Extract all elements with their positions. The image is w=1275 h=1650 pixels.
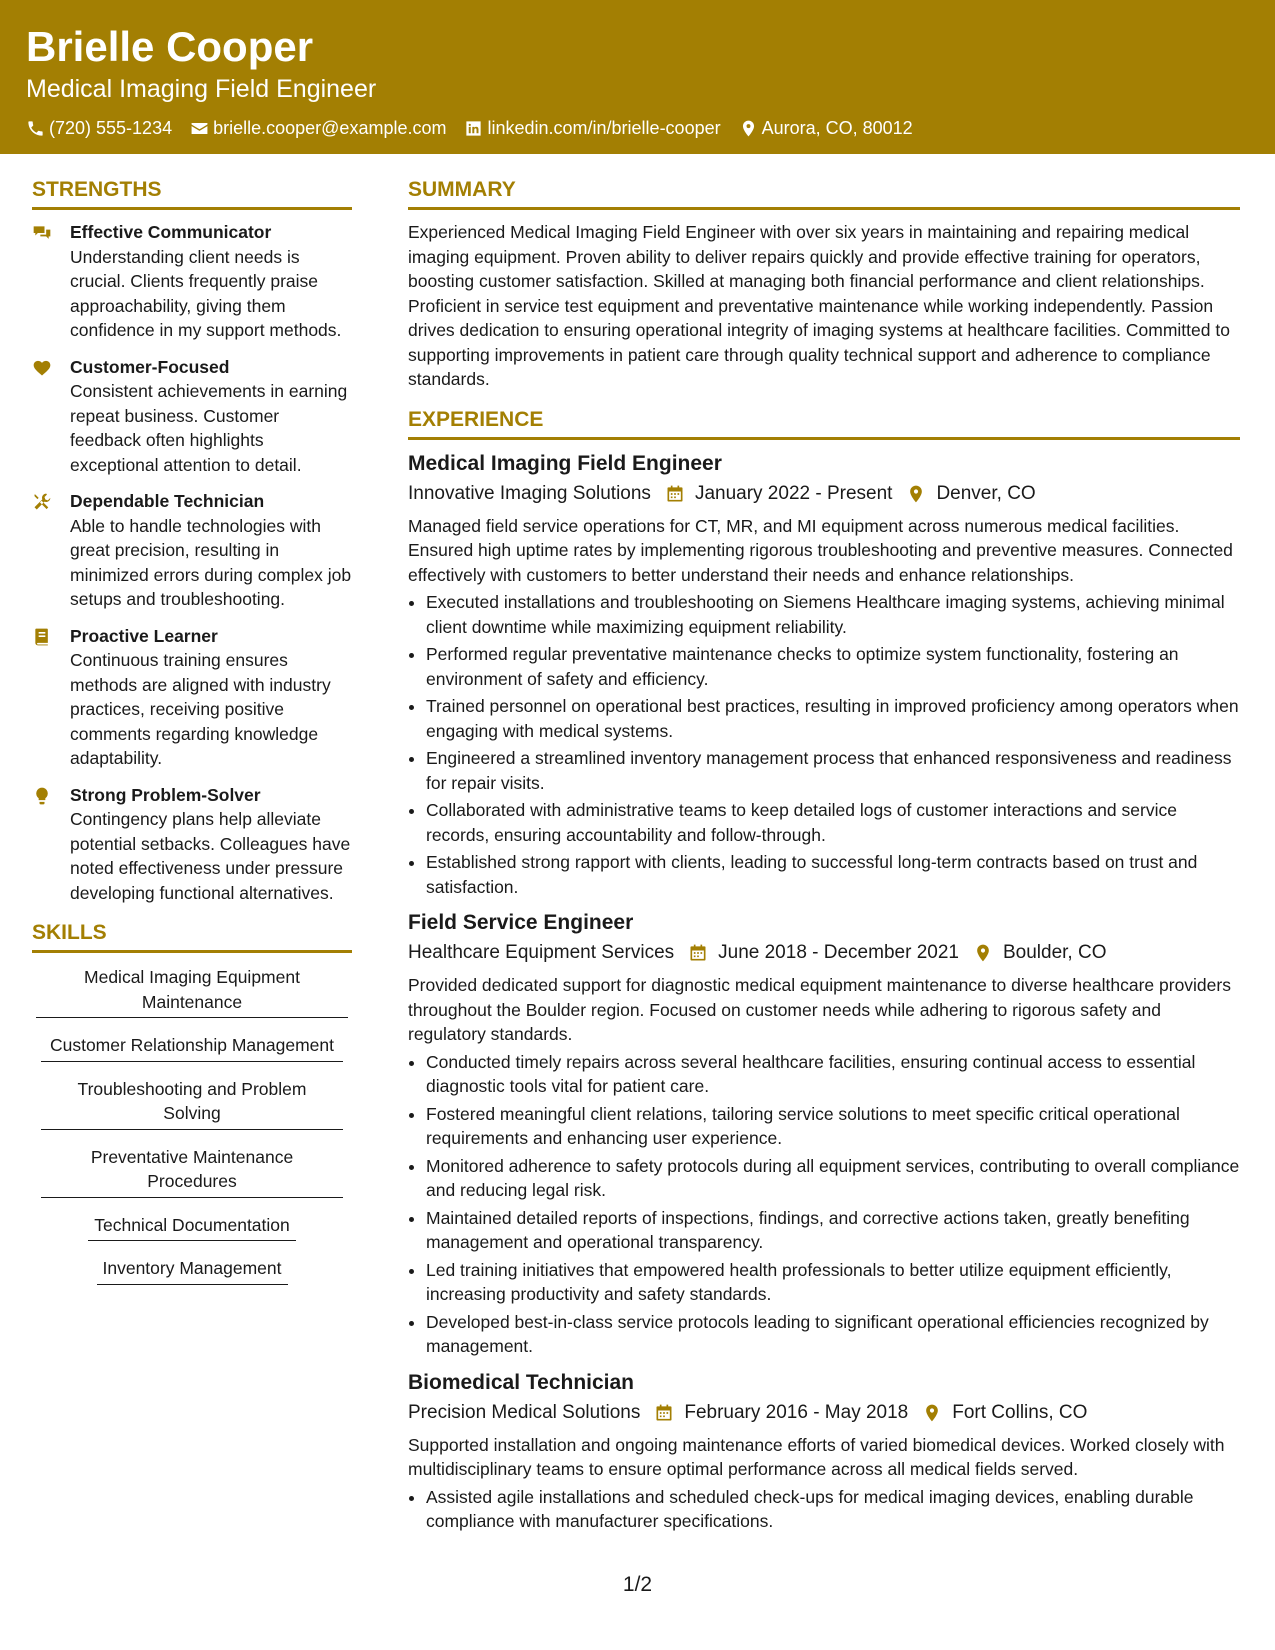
map-pin-icon — [973, 943, 993, 963]
strength-text: Contingency plans help alleviate potential setbacks. Colleagues have noted effectiveness under pressure developing functional alternatives. — [70, 809, 351, 903]
skill-list — [32, 965, 352, 1300]
linkedin-icon — [464, 119, 483, 138]
skill-item: Customer Relationship Management — [41, 1033, 343, 1062]
strength-item — [32, 489, 352, 612]
skill-item: Troubleshooting and Problem Solving — [41, 1077, 343, 1130]
skills-section — [32, 919, 352, 1300]
job-company: Precision Medical Solutions — [408, 1401, 641, 1423]
job-description: Supported installation and ongoing maintenance efforts of varied biomedical devices. Worked closely with multidisciplinary teams to ensure optimal performance across all medical fields served. — [408, 1434, 1225, 1479]
contact-linkedin[interactable] — [464, 116, 720, 140]
skill-item: Technical Documentation — [88, 1213, 296, 1242]
job-title: Field Service Engineer — [408, 911, 634, 934]
strength-title: Customer-Focused — [70, 356, 230, 377]
resume-header — [0, 0, 1275, 154]
linkedin-text[interactable]: linkedin.com/in/brielle-cooper — [487, 118, 721, 138]
skill-item: Medical Imaging Equipment Maintenance — [36, 965, 348, 1018]
map-pin-icon — [922, 1403, 942, 1423]
left-column — [32, 176, 352, 1300]
strength-text: Continuous training ensures methods are aligned with industry practices, receiving positive comments regarding knowledge adaptability. — [70, 650, 331, 768]
job-dates: February 2016 - May 2018 — [684, 1401, 909, 1423]
job-dates: June 2018 - December 2021 — [718, 942, 959, 963]
job-description: Managed field service operations for CT, MR, and MI equipment across numerous medical facilities. Ensured high uptime rates by implementing rigorous troubleshooting and preventive measures. Connected effectively with customers to better understand their needs and enhance relationships. — [408, 515, 1233, 585]
phone-icon — [26, 119, 45, 138]
job-location: Boulder, CO — [1002, 942, 1107, 963]
job-location: Fort Collins, CO — [952, 1401, 1088, 1423]
job-bullet: • Established strong rapport with clients, leading to successful long-term contracts based on trust and satisfaction. — [426, 850, 1240, 899]
right-column — [408, 176, 1240, 1544]
summary-text: Experienced Medical Imaging Field Engineer with over six years in maintaining and repairing medical imaging equipment. Proven ability to deliver repairs quickly and provide effective training for operators, boosting customer satisfaction. Skilled at managing both financial performance and client relationships. Proficient in service test equipment and preventative maintenance while working independently. Passion drives dedication to ensuring operational integrity of imaging systems at healthcare facilities. Committed to supporting improvements in patient care through quality technical support and adherence to compliance standards. — [408, 222, 1230, 389]
job-entry — [408, 450, 1240, 900]
strength-text: Able to handle technologies with great precision, resulting in minimized errors during complex job setups and troubleshooting. — [70, 515, 352, 609]
strength-title: Strong Problem-Solver — [70, 784, 261, 805]
job-company: Innovative Imaging Solutions — [408, 482, 651, 504]
strength-item — [32, 220, 352, 343]
job-bullets — [408, 590, 1240, 899]
tools-icon — [32, 492, 52, 512]
strength-title: Dependable Technician — [70, 491, 265, 511]
phone-text: (720) 555-1234 — [49, 118, 173, 138]
job-bullet: • Led training initiatives that empowered health professionals to better utilize equipment efficiently, increasing productivity and safety standards. — [426, 1258, 1240, 1307]
job-meta — [408, 480, 1240, 508]
job-bullet: • Performed regular preventative maintenance checks to optimize system functionality, fostering an environment of safety and efficiency. — [426, 642, 1240, 691]
job-bullet: • Conducted timely repairs across several healthcare facilities, ensuring continual access to essential diagnostic tools vital for patient care. — [426, 1050, 1240, 1099]
job-title: Medical Imaging Field Engineer — [408, 451, 722, 475]
strength-title: Effective Communicator — [70, 222, 272, 242]
skill-item: Inventory Management — [97, 1256, 288, 1285]
job-company: Healthcare Equipment Services — [408, 942, 675, 963]
contact-bar — [26, 116, 931, 140]
job-meta — [408, 939, 1240, 967]
candidate-title: Medical Imaging Field Engineer — [26, 75, 377, 103]
job-bullet: • Developed best-in-class service protocols leading to significant operational efficiencies recognized by management. — [426, 1310, 1240, 1359]
email-text[interactable]: brielle.cooper@example.com — [213, 118, 447, 138]
strength-item — [32, 355, 352, 478]
job-bullet: • Engineered a streamlined inventory management process that enhanced responsiveness and readiness for repair visits. — [426, 746, 1240, 795]
chat-bubbles-icon — [32, 223, 52, 243]
summary-heading: SUMMARY — [408, 176, 1240, 210]
strength-text: Consistent achievements in earning repeat business. Customer feedback often highlights exceptional attention to detail. — [70, 381, 348, 475]
contact-phone — [26, 116, 172, 140]
candidate-name: Brielle Cooper — [26, 23, 314, 70]
strength-title: Proactive Learner — [70, 625, 218, 646]
calendar-icon — [654, 1403, 674, 1423]
strength-item — [32, 624, 352, 771]
experience-heading: EXPERIENCE — [408, 406, 1240, 440]
strength-text: Understanding client needs is crucial. Clients frequently praise approachability, giving them confidence in my support methods. — [70, 246, 342, 340]
job-title: Biomedical Technician — [408, 1370, 635, 1394]
calendar-icon — [665, 484, 685, 504]
strengths-heading: STRENGTHS — [32, 176, 352, 210]
map-pin-icon — [739, 119, 758, 138]
skills-heading: SKILLS — [32, 919, 352, 953]
job-entry — [408, 909, 1240, 1359]
envelope-icon — [190, 119, 209, 138]
job-description: Provided dedicated support for diagnostic medical equipment maintenance to diverse healthcare providers throughout the Boulder region. Focused on customer needs while adhering to rigorous safety and regulatory standards. — [408, 975, 1231, 1044]
job-bullets — [408, 1050, 1240, 1359]
contact-location — [739, 116, 913, 140]
job-bullets — [408, 1485, 1240, 1534]
job-bullet: • Assisted agile installations and scheduled check-ups for medical imaging devices, enabling durable compliance with manufacturer specifications. — [426, 1485, 1240, 1534]
job-bullet: • Fostered meaningful client relations, tailoring service solutions to meet specific critical operational requirements and enhancing user experience. — [426, 1102, 1240, 1151]
job-meta — [408, 1399, 1240, 1427]
strength-item — [32, 783, 352, 906]
contact-email[interactable] — [190, 116, 446, 140]
map-pin-icon — [906, 484, 926, 504]
location-text: Aurora, CO, 80012 — [761, 118, 913, 138]
heart-icon — [32, 358, 52, 378]
job-dates: January 2022 - Present — [694, 482, 893, 504]
page-number: 1/2 — [622, 1573, 653, 1596]
job-bullet: • Collaborated with administrative teams to keep detailed logs of customer interactions and service records, ensuring accountability and follow-through. — [426, 798, 1240, 847]
job-location: Denver, CO — [936, 482, 1036, 504]
job-entry — [408, 1369, 1240, 1534]
lightbulb-icon — [32, 786, 52, 806]
skill-item: Preventative Maintenance Procedures — [41, 1145, 343, 1198]
calendar-icon — [688, 943, 708, 963]
job-bullet: • Trained personnel on operational best practices, resulting in improved proficiency among operators when engaging with medical systems. — [426, 694, 1240, 743]
book-icon — [32, 627, 52, 647]
job-bullet: • Monitored adherence to safety protocols during all equipment services, contributing to overall compliance and reducing legal risk. — [426, 1154, 1240, 1203]
job-bullet: • Executed installations and troubleshooting on Siemens Healthcare imaging systems, achieving minimal client downtime while maximizing equipment reliability. — [426, 590, 1240, 639]
job-bullet: • Maintained detailed reports of inspections, findings, and corrective actions taken, greatly benefiting management and operational transparency. — [426, 1206, 1240, 1255]
